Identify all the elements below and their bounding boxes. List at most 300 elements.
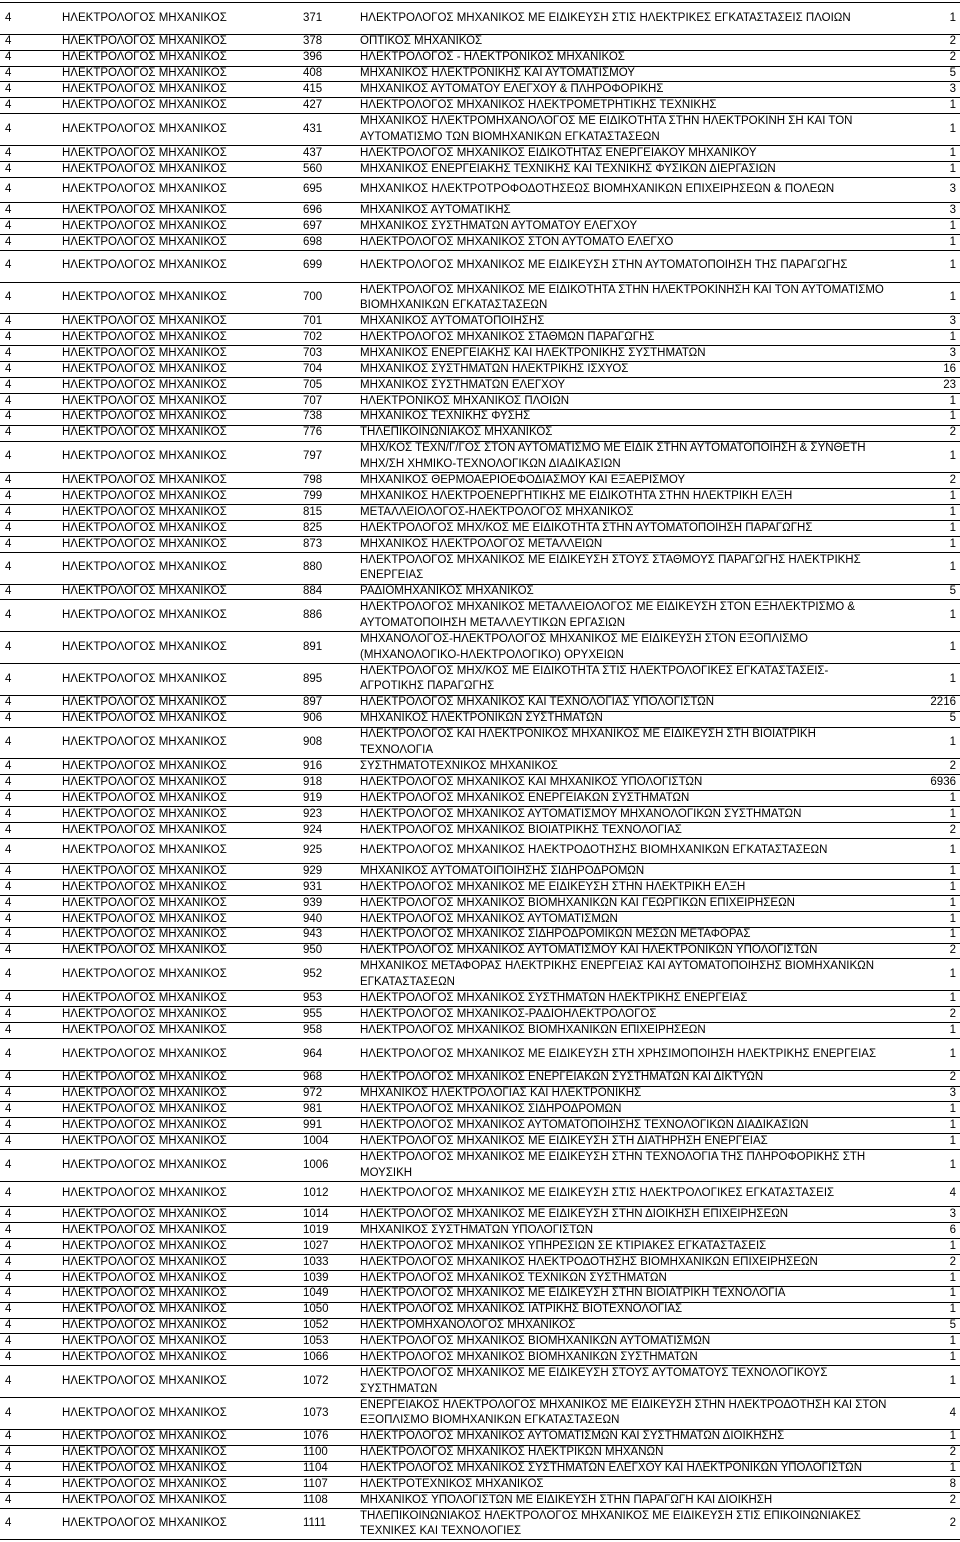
cell-group-number: 4 (5, 537, 12, 550)
cell-group-number: 4 (5, 1047, 12, 1060)
cell-group-number: 4 (5, 346, 12, 359)
cell-group-number: 4 (5, 1119, 12, 1132)
cell-title: ΗΛΕΚΤΡΟΛΟΓΟΣ ΜΗΧΑΝΙΚΟΣ ΙΑΤΡΙΚΗΣ ΒΙΟΤΕΧΝΟΛΟΓΙΑΣ (360, 1303, 683, 1316)
cell-group-number: 4 (5, 122, 12, 135)
cell-specialty-name: ΗΛΕΚΤΡΟΛΟΓΟΣ ΜΗΧΑΝΙΚΟΣ (62, 1319, 227, 1332)
cell-group-number: 4 (5, 759, 12, 772)
table-row (0, 1461, 960, 1477)
cell-group-number: 4 (5, 1158, 12, 1171)
cell-code: 1073 (303, 1406, 329, 1419)
cell-title: ΗΛΕΚΤΡΟΛΟΓΟΣ ΜΗΧΑΝΙΚΟΣ-ΡΑΔΙΟΗΛΕΚΤΡΟΛΟΓΟΣ (360, 1007, 657, 1020)
cell-code: 916 (303, 759, 323, 772)
cell-group-number: 4 (5, 791, 12, 804)
cell-count: 1 (949, 11, 956, 24)
cell-title: ΗΛΕΚΤΡΟΜΗΧΑΝΟΛΟΓΟΣ ΜΗΧΑΝΙΚΟΣ (360, 1319, 576, 1332)
cell-code: 700 (303, 291, 323, 304)
cell-code: 940 (303, 912, 323, 925)
cell-specialty-name: ΗΛΕΚΤΡΟΛΟΓΟΣ ΜΗΧΑΝΙΚΟΣ (62, 426, 227, 439)
cell-code: 1006 (303, 1158, 329, 1171)
table-row (0, 393, 960, 409)
cell-count: 1 (949, 1462, 956, 1475)
cell-code: 1052 (303, 1319, 329, 1332)
cell-specialty-name: ΗΛΕΚΤΡΟΛΟΓΟΣ ΜΗΧΑΝΙΚΟΣ (62, 1462, 227, 1475)
cell-title: ΜΗΧΑΝΙΚΟΣ ΗΛΕΚΤΡΟΜΗΧΑΝΟΛΟΓΟΣ ΜΕ ΕΙΔΙΚΟΤΗΤΑ ΣΤΗΝ ΗΛΕΚΤΡΟΚΙΝΗ ΣΗ ΚΑΙ ΤΟΝ ΑΥΤΟΜΑΤΙΣΜΟ ΤΩΝ ΒΙΟΜΗΧΑΝΙΚΩΝ ΕΓΚΑΤΑΣΤΑΣΕΩΝ (360, 115, 853, 143)
cell-specialty-name: ΗΛΕΚΤΡΟΛΟΓΟΣ ΜΗΧΑΝΙΚΟΣ (62, 219, 227, 232)
cell-code: 431 (303, 122, 323, 135)
cell-specialty-name: ΗΛΕΚΤΡΟΛΟΓΟΣ ΜΗΧΑΝΙΚΟΣ (62, 162, 227, 175)
cell-code: 776 (303, 426, 323, 439)
table-row (0, 1302, 960, 1318)
cell-code: 1072 (303, 1374, 329, 1387)
cell-specialty-name: ΗΛΕΚΤΡΟΛΟΓΟΣ ΜΗΧΑΝΙΚΟΣ (62, 505, 227, 518)
cell-code: 952 (303, 968, 323, 981)
cell-group-number: 4 (5, 1071, 12, 1084)
cell-group-number: 4 (5, 1087, 12, 1100)
cell-specialty-name: ΗΛΕΚΤΡΟΛΟΓΟΣ ΜΗΧΑΝΙΚΟΣ (62, 1187, 227, 1200)
cell-group-number: 4 (5, 585, 12, 598)
cell-title: ΕΝΕΡΓΕΙΑΚΟΣ ΗΛΕΚΤΡΟΛΟΓΟΣ ΜΗΧΑΝΙΚΟΣ ΜΕ ΕΙΔΙΚΕΥΣΗ ΣΤΗΝ ΗΛΕΚΤΡΟΔΟΤΗΣΗ ΚΑΙ ΣΤΟΝ ΕΞΟΠΛΙΣΜΟ ΒΙΟΜΗΧΑΝΙΚΩΝ ΕΓΚΑΤΑΣΤΑΣΕΩΝ (360, 1398, 887, 1427)
cell-count: 1 (949, 1134, 956, 1147)
cell-code: 1014 (303, 1208, 329, 1221)
cell-count: 1 (949, 450, 956, 463)
cell-title: ΗΛΕΚΤΡΟΛΟΓΟΣ ΜΗΧΑΝΙΚΟΣ ΑΥΤΟΜΑΤΙΣΜΩΝ (360, 912, 618, 925)
cell-group-number: 4 (5, 823, 12, 836)
table-row (0, 943, 960, 959)
table-row (0, 1149, 960, 1181)
cell-title: ΡΑΔΙΟΜΗΧΑΝΙΚΟΣ ΜΗΧΑΝΙΚΟΣ (360, 585, 534, 598)
cell-group-number: 4 (5, 844, 12, 857)
cell-count: 2216 (930, 696, 956, 709)
table-row (0, 822, 960, 838)
cell-title: ΗΛΕΚΤΡΟΛΟΓΟΣ ΜΗΧΑΝΙΚΟΣ ΣΤΑΘΜΩΝ ΠΑΡΑΓΩΓΗΣ (360, 330, 655, 343)
cell-code: 798 (303, 473, 323, 486)
cell-code: 1107 (303, 1478, 328, 1491)
table-row (0, 313, 960, 329)
cell-code: 707 (303, 394, 323, 407)
cell-specialty-name: ΗΛΕΚΤΡΟΛΟΓΟΣ ΜΗΧΑΝΙΚΟΣ (62, 51, 227, 64)
table-row (0, 631, 960, 663)
cell-code: 981 (303, 1103, 323, 1116)
cell-code: 1111 (303, 1517, 327, 1530)
cell-title: ΗΛΕΚΤΡΟΛΟΓΟΣ ΜΗΧΑΝΙΚΟΣ ΗΛΕΚΤΡΟΔΟΤΗΣΗΣ ΒΙΟΜΗΧΑΝΙΚΩΝ ΕΠΙΧΕΙΡΗΣΕΩΝ (360, 1255, 818, 1268)
table-row (0, 97, 960, 113)
cell-title: ΜΕΤΑΛΛΕΙΟΛΟΓΟΣ-ΗΛΕΚΤΡΟΛΟΓΟΣ ΜΗΧΑΝΙΚΟΣ (360, 505, 634, 518)
cell-count: 5 (949, 585, 956, 598)
cell-count: 6 (949, 1223, 956, 1236)
cell-count: 2 (949, 1007, 956, 1020)
cell-group-number: 4 (5, 51, 12, 64)
cell-code: 427 (303, 99, 323, 112)
cell-title: ΜΗΧΑΝΙΚΟΣ ΑΥΤΟΜΑΤΟΙΠΟΙΗΣΗΣ ΣΙΔΗΡΟΔΡΟΜΩΝ (360, 864, 645, 877)
cell-code: 799 (303, 489, 323, 502)
cell-title: ΗΛΕΚΤΡΟΤΕΧΝΙΚΟΣ ΜΗΧΑΝΙΚΟΣ (360, 1478, 544, 1491)
cell-group-number: 4 (5, 712, 12, 725)
cell-title: ΗΛΕΚΤΡΟΛΟΓΟΣ ΜΗΧΑΝΙΚΟΣ ΗΛΕΚΤΡΙΚΩΝ ΜΗΧΑΝΩΝ (360, 1446, 664, 1459)
cell-specialty-name: ΗΛΕΚΤΡΟΛΟΓΟΣ ΜΗΧΑΝΙΚΟΣ (62, 450, 227, 463)
cell-specialty-name: ΗΛΕΚΤΡΟΛΟΓΟΣ ΜΗΧΑΝΙΚΟΣ (62, 1335, 227, 1348)
cell-code: 1004 (303, 1134, 329, 1147)
cell-group-number: 4 (5, 203, 12, 216)
cell-title: ΜΗΧΑΝΙΚΟΣ ΕΝΕΡΓΕΙΑΚΗΣ ΚΑΙ ΗΛΕΚΤΡΟΝΙΚΗΣ ΣΥΣΤΗΜΑΤΩΝ (360, 346, 706, 359)
table-row (0, 441, 960, 473)
cell-count: 1 (949, 1103, 956, 1116)
cell-code: 1050 (303, 1303, 329, 1316)
cell-code: 408 (303, 67, 323, 80)
table-row (0, 34, 960, 50)
cell-specialty-name: ΗΛΕΚΤΡΟΛΟΓΟΣ ΜΗΧΑΝΙΚΟΣ (62, 1374, 227, 1387)
cell-specialty-name: ΗΛΕΚΤΡΟΛΟΓΟΣ ΜΗΧΑΝΙΚΟΣ (62, 521, 227, 534)
cell-title: ΜΗΧΑΝΙΚΟΣ ΑΥΤΟΜΑΤΟΥ ΕΛΕΓΧΟΥ & ΠΛΗΡΟΦΟΡΙΚΗΣ (360, 83, 664, 96)
cell-group-number: 4 (5, 1351, 12, 1364)
cell-title: ΣΥΣΤΗΜΑΤΟΤΕΧΝΙΚΟΣ ΜΗΧΑΝΙΚΟΣ (360, 759, 558, 772)
cell-count: 1 (949, 561, 956, 574)
cell-specialty-name: ΗΛΕΚΤΡΟΛΟΓΟΣ ΜΗΧΑΝΙΚΟΣ (62, 1517, 227, 1530)
cell-title: ΜΗΧΑΝΙΚΟΣ ΗΛΕΚΤΡΟΕΝΕΡΓΗΤΙΚΗΣ ΜΕ ΕΙΔΙΚΟΤΗΤΑ ΣΤΗΝ ΗΛΕΚΤΡΙΚΗ ΕΛΞΗ (360, 489, 793, 502)
table-row (0, 345, 960, 361)
cell-code: 705 (303, 378, 323, 391)
table-row (0, 599, 960, 631)
cell-code: 873 (303, 537, 323, 550)
cell-specialty-name: ΗΛΕΚΤΡΟΛΟΓΟΣ ΜΗΧΑΝΙΚΟΣ (62, 896, 227, 909)
cell-group-number: 4 (5, 473, 12, 486)
table-row (0, 520, 960, 536)
table-row (0, 663, 960, 695)
cell-specialty-name: ΗΛΕΚΤΡΟΛΟΓΟΣ ΜΗΧΑΝΙΚΟΣ (62, 1208, 227, 1221)
cell-code: 919 (303, 791, 323, 804)
cell-code: 880 (303, 561, 323, 574)
cell-title: ΗΛΕΚΤΡΟΝΙΚΟΣ ΜΗΧΑΝΙΚΟΣ ΠΛΟΙΩΝ (360, 394, 570, 407)
cell-code: 923 (303, 807, 323, 820)
table-row (0, 695, 960, 711)
cell-count: 8 (949, 1478, 956, 1491)
cell-count: 1 (949, 1158, 956, 1171)
cell-title: ΗΛΕΚΤΡΟΛΟΓΟΣ ΜΗΧΑΝΙΚΟΣ ΜΕ ΕΙΔΙΚΕΥΣΗ ΣΤΟΥΣ ΣΤΑΘΜΟΥΣ ΠΑΡΑΓΩΓΗΣ ΗΛΕΚΤΡΙΚΗΣ ΕΝΕΡΓΕΙΑΣ (360, 553, 861, 582)
cell-title: ΗΛΕΚΤΡΟΛΟΓΟΣ ΜΗΧΑΝΙΚΟΣ ΣΤΟΝ ΑΥΤΟΜΑΤΟ ΕΛΕΓΧΟ (360, 235, 674, 248)
cell-count: 1 (949, 912, 956, 925)
cell-code: 1108 (303, 1494, 328, 1507)
cell-specialty-name: ΗΛΕΚΤΡΟΛΟΓΟΣ ΜΗΧΑΝΙΚΟΣ (62, 489, 227, 502)
cell-group-number: 4 (5, 489, 12, 502)
cell-code: 1027 (303, 1239, 329, 1252)
cell-specialty-name: ΗΛΕΚΤΡΟΛΟΓΟΣ ΜΗΧΑΝΙΚΟΣ (62, 991, 227, 1004)
table-row (0, 361, 960, 377)
cell-group-number: 4 (5, 362, 12, 375)
cell-code: 955 (303, 1007, 323, 1020)
table-row (0, 218, 960, 234)
cell-title: ΜΗΧΑΝΙΚΟΣ ΕΝΕΡΓΕΙΑΚΗΣ ΤΕΧΝΙΚΗΣ ΚΑΙ ΤΕΧΝΙΚΗΣ ΦΥΣΙΚΩΝ ΔΙΕΡΓΑΣΙΩΝ (360, 162, 776, 175)
cell-specialty-name: ΗΛΕΚΤΡΟΛΟΓΟΣ ΜΗΧΑΝΙΚΟΣ (62, 944, 227, 957)
cell-group-number: 4 (5, 426, 12, 439)
table-row (0, 1133, 960, 1149)
cell-group-number: 4 (5, 146, 12, 159)
cell-specialty-name: ΗΛΕΚΤΡΟΛΟΓΟΣ ΜΗΧΑΝΙΚΟΣ (62, 183, 227, 196)
cell-count: 1 (949, 968, 956, 981)
cell-code: 378 (303, 35, 323, 48)
cell-specialty-name: ΗΛΕΚΤΡΟΛΟΓΟΣ ΜΗΧΑΝΙΚΟΣ (62, 99, 227, 112)
cell-title: ΜΗΧΑΝΙΚΟΣ ΑΥΤΟΜΑΤΙΚΗΣ (360, 203, 511, 216)
table-row (0, 161, 960, 177)
cell-specialty-name: ΗΛΕΚΤΡΟΛΟΓΟΣ ΜΗΧΑΝΙΚΟΣ (62, 1023, 227, 1036)
cell-code: 931 (303, 880, 323, 893)
table-row (0, 1070, 960, 1086)
cell-title: ΗΛΕΚΤΡΟΛΟΓΟΣ ΜΗΧΑΝΙΚΟΣ ΚΑΙ ΜΗΧΑΝΙΚΟΣ ΥΠΟΛΟΓΙΣΤΩΝ (360, 775, 703, 788)
cell-title: ΗΛΕΚΤΡΟΛΟΓΟΣ ΜΗΧΑΝΙΚΟΣ ΒΙΟΙΑΤΡΙΚΗΣ ΤΕΧΝΟΛΟΓΙΑΣ (360, 823, 682, 836)
cell-title: ΗΛΕΚΤΡΟΛΟΓΟΣ ΚΑΙ ΗΛΕΚΤΡΟΝΙΚΟΣ ΜΗΧΑΝΙΚΟΣ ΜΕ ΕΙΔΙΚΕΥΣΗ ΣΤΗ ΒΙΟΙΑΤΡΙΚΗ ΤΕΧΝΟΛΟΓΙΑ (360, 728, 816, 756)
cell-code: 958 (303, 1023, 323, 1036)
cell-code: 437 (303, 146, 323, 159)
cell-code: 964 (303, 1047, 323, 1060)
cell-group-number: 4 (5, 896, 12, 909)
cell-title: ΗΛΕΚΤΡΟΛΟΓΟΣ ΜΗΧΑΝΙΚΟΣ ΜΕ ΕΙΔΙΚΕΥΣΗ ΣΤΗΝ ΔΙΟΙΚΗΣΗ ΕΠΙΧΕΙΡΗΣΕΩΝ (360, 1208, 789, 1221)
cell-group-number: 4 (5, 521, 12, 534)
cell-code: 991 (303, 1119, 323, 1132)
cell-title: ΗΛΕΚΤΡΟΛΟΓΟΣ ΜΗΧΑΝΙΚΟΣ ΗΛΕΚΤΡΟΔΟΤΗΣΗΣ ΒΙΟΜΗΧΑΝΙΚΩΝ ΕΓΚΑΤΑΣΤΑΣΕΩΝ (360, 844, 828, 857)
cell-title: ΗΛΕΚΤΡΟΛΟΓΟΣ ΜΗΧΑΝΙΚΟΣ ΗΛΕΚΤΡΟΜΕΤΡΗΤΙΚΗΣ ΤΕΧΝΙΚΗΣ (360, 99, 717, 112)
cell-code: 704 (303, 362, 323, 375)
cell-specialty-name: ΗΛΕΚΤΡΟΛΟΓΟΣ ΜΗΧΑΝΙΚΟΣ (62, 346, 227, 359)
cell-code: 697 (303, 219, 323, 232)
cell-title: ΗΛΕΚΤΡΟΛΟΓΟΣ ΜΗΧΑΝΙΚΟΣ ΣΙΔΗΡΟΔΡΟΜΙΚΩΝ ΜΕΣΩΝ ΜΕΤΑΦΟΡΑΣ (360, 928, 751, 941)
cell-count: 1 (949, 844, 956, 857)
table-row (0, 1397, 960, 1429)
cell-title: ΗΛΕΚΤΡΟΛΟΓΟΣ ΜΗΧΑΝΙΚΟΣ ΚΑΙ ΤΕΧΝΟΛΟΓΙΑΣ ΥΠΟΛΟΓΙΣΤΩΝ (360, 696, 715, 709)
cell-count: 2 (949, 1494, 956, 1507)
cell-count: 1 (949, 1430, 956, 1443)
cell-title: ΗΛΕΚΤΡΟΛΟΓΟΣ ΜΗΧΑΝΙΚΟΣ ΒΙΟΜΗΧΑΝΙΚΩΝ ΑΥΤΟΜΑΤΙΣΜΩΝ (360, 1335, 711, 1348)
cell-specialty-name: ΗΛΕΚΤΡΟΛΟΓΟΣ ΜΗΧΑΝΙΚΟΣ (62, 1430, 227, 1443)
cell-count: 1 (949, 1271, 956, 1284)
cell-specialty-name: ΗΛΕΚΤΡΟΛΟΓΟΣ ΜΗΧΑΝΙΚΟΣ (62, 1351, 227, 1364)
cell-specialty-name: ΗΛΕΚΤΡΟΛΟΓΟΣ ΜΗΧΑΝΙΚΟΣ (62, 712, 227, 725)
table-row (0, 81, 960, 97)
cell-code: 698 (303, 235, 323, 248)
cell-count: 1 (949, 880, 956, 893)
table-row (0, 1365, 960, 1397)
cell-count: 6936 (930, 775, 956, 788)
cell-group-number: 4 (5, 609, 12, 622)
cell-specialty-name: ΗΛΕΚΤΡΟΛΟΓΟΣ ΜΗΧΑΝΙΚΟΣ (62, 1303, 227, 1316)
cell-title: ΜΗΧΑΝΙΚΟΣ ΗΛΕΚΤΡΟΝΙΚΗΣ ΚΑΙ ΑΥΤΟΜΑΤΙΣΜΟΥ (360, 67, 635, 80)
cell-count: 1 (949, 864, 956, 877)
table-row (0, 806, 960, 822)
table-row (0, 425, 960, 441)
cell-specialty-name: ΗΛΕΚΤΡΟΛΟΓΟΣ ΜΗΧΑΝΙΚΟΣ (62, 609, 227, 622)
cell-code: 950 (303, 944, 323, 957)
cell-group-number: 4 (5, 450, 12, 463)
table-row (0, 113, 960, 145)
cell-count: 1 (949, 291, 956, 304)
cell-specialty-name: ΗΛΕΚΤΡΟΛΟΓΟΣ ΜΗΧΑΝΙΚΟΣ (62, 928, 227, 941)
cell-count: 2 (949, 759, 956, 772)
cell-specialty-name: ΗΛΕΚΤΡΟΛΟΓΟΣ ΜΗΧΑΝΙΚΟΣ (62, 1047, 227, 1060)
cell-code: 1104 (303, 1462, 328, 1475)
cell-specialty-name: ΗΛΕΚΤΡΟΛΟΓΟΣ ΜΗΧΑΝΙΚΟΣ (62, 394, 227, 407)
table-row (0, 1038, 960, 1070)
cell-title: ΤΗΛΕΠΙΚΟΙΝΩΝΙΑΚΟΣ ΗΛΕΚΤΡΟΛΟΓΟΣ ΜΗΧΑΝΙΚΟΣ ΜΕ ΕΙΔΙΚΕΥΣΗ ΣΤΙΣ ΕΠΙΚΟΙΝΩΝΙΑΚΕΣ ΤΕΧΝΙΚΕΣ ΚΑΙ ΤΕΧΝΟΛΟΓΙΕΣ (360, 1509, 861, 1538)
cell-count: 3 (949, 203, 956, 216)
cell-specialty-name: ΗΛΕΚΤΡΟΛΟΓΟΣ ΜΗΧΑΝΙΚΟΣ (62, 146, 227, 159)
cell-code: 897 (303, 696, 323, 709)
cell-count: 2 (949, 1071, 956, 1084)
cell-group-number: 4 (5, 696, 12, 709)
cell-group-number: 4 (5, 291, 12, 304)
table-row (0, 504, 960, 520)
cell-count: 5 (949, 67, 956, 80)
cell-title: ΗΛΕΚΤΡΟΛΟΓΟΣ ΜΗΧ/ΚΟΣ ΜΕ ΕΙΔΙΚΟΤΗΤΑ ΣΤΙΣ ΗΛΕΚΤΡΟΛΟΓΙΚΕΣ ΕΓΚΑΤΑΣΤΑΣΕΙΣ- ΑΓΡΟΤΙΚΗΣ ΠΑΡΑΓΩΓΗΣ (360, 664, 829, 693)
cell-group-number: 4 (5, 968, 12, 981)
table-row (0, 1181, 960, 1206)
cell-title: ΗΛΕΚΤΡΟΛΟΓΟΣ ΜΗΧΑΝΙΚΟΣ ΜΕ ΕΙΔΙΚΕΥΣΗ ΣΤΗ ΧΡΗΣΙΜΟΠΟΙΗΣΗ ΗΛΕΚΤΡΙΚΗΣ ΕΝΕΡΓΕΙΑΣ (360, 1047, 877, 1060)
cell-title: ΗΛΕΚΤΡΟΛΟΓΟΣ ΜΗΧΑΝΙΚΟΣ ΜΕ ΕΙΔΙΚΕΥΣΗ ΣΤΙΣ ΗΛΕΚΤΡΟΛΟΓΙΚΕΣ ΕΓΚΑΤΑΣΤΑΣΕΙΣ (360, 1187, 835, 1200)
table-row (0, 1222, 960, 1238)
cell-specialty-name: ΗΛΕΚΤΡΟΛΟΓΟΣ ΜΗΧΑΝΙΚΟΣ (62, 696, 227, 709)
cell-count: 4 (949, 1187, 956, 1200)
table-row (0, 1117, 960, 1133)
cell-code: 396 (303, 51, 323, 64)
cell-title: ΟΠΤΙΚΟΣ ΜΗΧΑΝΙΚΟΣ (360, 35, 483, 48)
table-row (0, 1206, 960, 1222)
cell-specialty-name: ΗΛΕΚΤΡΟΛΟΓΟΣ ΜΗΧΑΝΙΚΟΣ (62, 736, 227, 749)
cell-count: 2 (949, 426, 956, 439)
cell-group-number: 4 (5, 11, 12, 24)
cell-count: 1 (949, 1023, 956, 1036)
cell-count: 1 (949, 521, 956, 534)
cell-specialty-name: ΗΛΕΚΤΡΟΛΟΓΟΣ ΜΗΧΑΝΙΚΟΣ (62, 67, 227, 80)
cell-title: ΗΛΕΚΤΡΟΛΟΓΟΣ ΜΗΧΑΝΙΚΟΣ ΑΥΤΟΜΑΤΙΣΜΩΝ ΚΑΙ ΣΥΣΤΗΜΑΤΩΝ ΔΙΟΙΚΗΣΗΣ (360, 1430, 785, 1443)
cell-group-number: 4 (5, 1446, 12, 1459)
cell-group-number: 4 (5, 394, 12, 407)
cell-specialty-name: ΗΛΕΚΤΡΟΛΟΓΟΣ ΜΗΧΑΝΙΚΟΣ (62, 410, 227, 423)
cell-title: ΗΛΕΚΤΡΟΛΟΓΟΣ ΜΗΧΑΝΙΚΟΣ ΣΙΔΗΡΟΔΡΟΜΩΝ (360, 1103, 622, 1116)
cell-title: ΗΛΕΚΤΡΟΛΟΓΟΣ ΜΗΧΑΝΙΚΟΣ ΤΕΧΝΙΚΩΝ ΣΥΣΤΗΜΑΤΩΝ (360, 1271, 667, 1284)
cell-code: 972 (303, 1087, 323, 1100)
table-row (0, 1318, 960, 1334)
cell-group-number: 4 (5, 672, 12, 685)
cell-code: 895 (303, 672, 323, 685)
table-row (0, 409, 960, 425)
cell-specialty-name: ΗΛΕΚΤΡΟΛΟΓΟΣ ΜΗΧΑΝΙΚΟΣ (62, 1478, 227, 1491)
cell-group-number: 4 (5, 1335, 12, 1348)
table-row (0, 879, 960, 895)
cell-specialty-name: ΗΛΕΚΤΡΟΛΟΓΟΣ ΜΗΧΑΝΙΚΟΣ (62, 1071, 227, 1084)
cell-code: 1039 (303, 1271, 329, 1284)
table-row (0, 838, 960, 863)
cell-title: ΜΗΧΑΝΙΚΟΣ ΥΠΟΛΟΓΙΣΤΩΝ ΜΕ ΕΙΔΙΚΕΥΣΗ ΣΤΗΝ ΠΑΡΑΓΩΓΗ ΚΑΙ ΔΙΟΙΚΗΣΗ (360, 1494, 773, 1507)
cell-title: ΗΛΕΚΤΡΟΛΟΓΟΣ ΜΗΧΑΝΙΚΟΣ ΒΙΟΜΗΧΑΝΙΚΩΝ ΕΠΙΧΕΙΡΗΣΕΩΝ (360, 1023, 706, 1036)
cell-count: 1 (949, 928, 956, 941)
cell-title: ΗΛΕΚΤΡΟΛΟΓΟΣ ΜΗΧΑΝΙΚΟΣ ΜΕ ΕΙΔΙΚΕΥΣΗ ΣΤΗΝ ΑΥΤΟΜΑΤΟΠΟΙΗΣΗ ΤΗΣ ΠΑΡΑΓΩΓΗΣ (360, 259, 848, 272)
cell-group-number: 4 (5, 736, 12, 749)
cell-count: 1 (949, 791, 956, 804)
cell-title: ΗΛΕΚΤΡΟΛΟΓΟΣ ΜΗΧΑΝΙΚΟΣ ΥΠΗΡΕΣΙΩΝ ΣΕ ΚΤΙΡΙΑΚΕΣ ΕΓΚΑΤΑΣΤΑΣΕΙΣ (360, 1239, 767, 1252)
cell-count: 5 (949, 1319, 956, 1332)
cell-title: ΜΗΧΑΝΙΚΟΣ ΗΛΕΚΤΡΟΝΙΚΩΝ ΣΥΣΤΗΜΑΤΩΝ (360, 712, 603, 725)
cell-title: ΤΗΛΕΠΙΚΟΙΝΩΝΙΑΚΟΣ ΜΗΧΑΝΙΚΟΣ (360, 426, 553, 439)
table-row (0, 584, 960, 600)
cell-title: ΜΗΧΑΝΙΚΟΣ ΣΥΣΤΗΜΑΤΩΝ ΥΠΟΛΟΓΙΣΤΩΝ (360, 1223, 594, 1236)
table-row (0, 50, 960, 66)
cell-title: ΗΛΕΚΤΡΟΛΟΓΟΣ ΜΗΧΑΝΙΚΟΣ ΜΕ ΕΙΔΙΚΕΥΣΗ ΣΤΗΝ ΤΕΧΝΟΛΟΓΙΑ ΤΗΣ ΠΛΗΡΟΦΟΡΙΚΗΣ ΣΤΗ ΜΟΥΣΙΚΗ (360, 1151, 866, 1179)
cell-group-number: 4 (5, 1134, 12, 1147)
cell-title: ΜΗΧΑΝΙΚΟΣ ΗΛΕΚΤΡΟΛΟΓΟΣ ΜΕΤΑΛΛΕΙΩΝ (360, 537, 603, 550)
table-row (0, 177, 960, 202)
cell-count: 1 (949, 1303, 956, 1316)
cell-title: ΜΗΧΑΝΙΚΟΣ ΣΥΣΤΗΜΑΤΩΝ ΑΥΤΟΜΑΤΟΥ ΕΛΕΓΧΟΥ (360, 219, 638, 232)
cell-title: ΗΛΕΚΤΡΟΛΟΓΟΣ - ΗΛΕΚΤΡΟΝΙΚΟΣ ΜΗΧΑΝΙΚΟΣ (360, 51, 625, 64)
cell-title: ΗΛΕΚΤΡΟΛΟΓΟΣ ΜΗΧΑΝΙΚΟΣ ΑΥΤΟΜΑΤΙΣΜΟΥ ΚΑΙ ΗΛΕΚΤΡΟΝΙΚΩΝ ΥΠΟΛΟΓΙΣΤΩΝ (360, 944, 818, 957)
table-row (0, 472, 960, 488)
cell-count: 4 (949, 1406, 956, 1419)
cell-specialty-name: ΗΛΕΚΤΡΟΛΟΓΟΣ ΜΗΧΑΝΙΚΟΣ (62, 203, 227, 216)
cell-group-number: 4 (5, 928, 12, 941)
cell-code: 924 (303, 823, 323, 836)
cell-count: 1 (949, 991, 956, 1004)
cell-group-number: 4 (5, 378, 12, 391)
cell-code: 929 (303, 864, 323, 877)
cell-group-number: 4 (5, 1023, 12, 1036)
cell-specialty-name: ΗΛΕΚΤΡΟΛΟΓΟΣ ΜΗΧΑΝΙΚΟΣ (62, 1271, 227, 1284)
cell-title: ΜΗΧΑΝΙΚΟΣ ΜΕΤΑΦΟΡΑΣ ΗΛΕΚΤΡΙΚΗΣ ΕΝΕΡΓΕΙΑΣ ΚΑΙ ΑΥΤΟΜΑΤΟΠΟΙΗΣΗΣ ΒΙΟΜΗΧΑΝΙΚΩΝ ΕΓΚΑΤΑΣΤΑΣΕΩΝ (360, 960, 875, 988)
table-row (0, 1492, 960, 1508)
table-row (0, 329, 960, 345)
cell-specialty-name: ΗΛΕΚΤΡΟΛΟΓΟΣ ΜΗΧΑΝΙΚΟΣ (62, 561, 227, 574)
cell-group-number: 4 (5, 1319, 12, 1332)
cell-title: ΗΛΕΚΤΡΟΛΟΓΟΣ ΜΗΧΑΝΙΚΟΣ ΜΕΤΑΛΛΕΙΟΛΟΓΟΣ ΜΕ ΕΙΔΙΚΕΥΣΗ ΣΤΟΝ ΕΞΗΛΕΚΤΡΙΣΜΟ & ΑΥΤΟΜΑΤΟΠΟΙΗΣΗ ΜΕΤΑΛΛΕΥΤΙΚΩΝ ΕΡΓΑΣΙΩΝ (360, 601, 856, 629)
cell-group-number: 4 (5, 1517, 12, 1530)
cell-count: 3 (949, 183, 956, 196)
cell-group-number: 4 (5, 1239, 12, 1252)
table-row (0, 1445, 960, 1461)
cell-code: 886 (303, 609, 323, 622)
table-row (0, 536, 960, 552)
cell-specialty-name: ΗΛΕΚΤΡΟΛΟΓΟΣ ΜΗΧΑΝΙΚΟΣ (62, 1119, 227, 1132)
cell-title: ΗΛΕΚΤΡΟΛΟΓΟΣ ΜΗΧΑΝΙΚΟΣ ΑΥΤΟΜΑΤΙΣΜΟΥ ΜΗΧΑΝΟΛΟΓΙΚΩΝ ΣΥΣΤΗΜΑΤΩΝ (360, 807, 802, 820)
cell-specialty-name: ΗΛΕΚΤΡΟΛΟΓΟΣ ΜΗΧΑΝΙΚΟΣ (62, 1103, 227, 1116)
table-row (0, 1006, 960, 1022)
cell-title: ΜΗΧΑΝΙΚΟΣ ΗΛΕΚΤΡΟΤΡΟΦΟΔΟΤΗΣΕΩΣ ΒΙΟΜΗΧΑΝΙΚΩΝ ΕΠΙΧΕΙΡΗΣΕΩΝ & ΠΟΛΕΩΝ (360, 183, 835, 196)
cell-title: ΗΛΕΚΤΡΟΛΟΓΟΣ ΜΗΧΑΝΙΚΟΣ ΜΕ ΕΙΔΙΚΕΥΣΗ ΣΤΗ ΔΙΑΤΗΡΗΣΗ ΕΝΕΡΓΕΙΑΣ (360, 1134, 768, 1147)
cell-group-number: 4 (5, 259, 12, 272)
cell-title: ΗΛΕΚΤΡΟΛΟΓΟΣ ΜΗΧΑΝΙΚΟΣ ΜΕ ΕΙΔΙΚΕΥΣΗ ΣΤΙΣ ΗΛΕΚΤΡΙΚΕΣ ΕΓΚΑΤΑΣΤΑΣΕΙΣ ΠΛΟΙΩΝ (360, 11, 851, 24)
cell-count: 16 (943, 362, 956, 375)
table-row (0, 377, 960, 393)
cell-title: ΜΗΧΑΝΙΚΟΣ ΣΥΣΤΗΜΑΤΩΝ ΕΛΕΓΧΟΥ (360, 378, 566, 391)
cell-specialty-name: ΗΛΕΚΤΡΟΛΟΓΟΣ ΜΗΧΑΝΙΚΟΣ (62, 259, 227, 272)
table-row (0, 790, 960, 806)
cell-specialty-name: ΗΛΕΚΤΡΟΛΟΓΟΣ ΜΗΧΑΝΙΚΟΣ (62, 844, 227, 857)
cell-code: 918 (303, 775, 323, 788)
cell-count: 1 (949, 896, 956, 909)
cell-count: 1 (949, 219, 956, 232)
cell-specialty-name: ΗΛΕΚΤΡΟΛΟΓΟΣ ΜΗΧΑΝΙΚΟΣ (62, 291, 227, 304)
cell-group-number: 4 (5, 912, 12, 925)
table-row (0, 1238, 960, 1254)
cell-specialty-name: ΗΛΕΚΤΡΟΛΟΓΟΣ ΜΗΧΑΝΙΚΟΣ (62, 823, 227, 836)
cell-title: ΗΛΕΚΤΡΟΛΟΓΟΣ ΜΗΧ/ΚΟΣ ΜΕ ΕΙΔΙΚΟΤΗΤΑ ΣΤΗΝ ΑΥΤΟΜΑΤΟΠΟΙΗΣΗ ΠΑΡΑΓΩΓΗΣ (360, 521, 813, 534)
cell-group-number: 4 (5, 219, 12, 232)
cell-specialty-name: ΗΛΕΚΤΡΟΛΟΓΟΣ ΜΗΧΑΝΙΚΟΣ (62, 83, 227, 96)
cell-count: 1 (949, 1351, 956, 1364)
cell-count: 2 (949, 51, 956, 64)
table-row (0, 1101, 960, 1117)
cell-code: 797 (303, 450, 323, 463)
table-row (0, 1254, 960, 1270)
cell-count: 23 (943, 378, 956, 391)
cell-count: 3 (949, 1208, 956, 1221)
cell-title: ΗΛΕΚΤΡΟΛΟΓΟΣ ΜΗΧΑΝΙΚΟΣ ΒΙΟΜΗΧΑΝΙΚΩΝ ΣΥΣΤΗΜΑΤΩΝ (360, 1351, 698, 1364)
table-row (0, 863, 960, 879)
cell-count: 1 (949, 537, 956, 550)
